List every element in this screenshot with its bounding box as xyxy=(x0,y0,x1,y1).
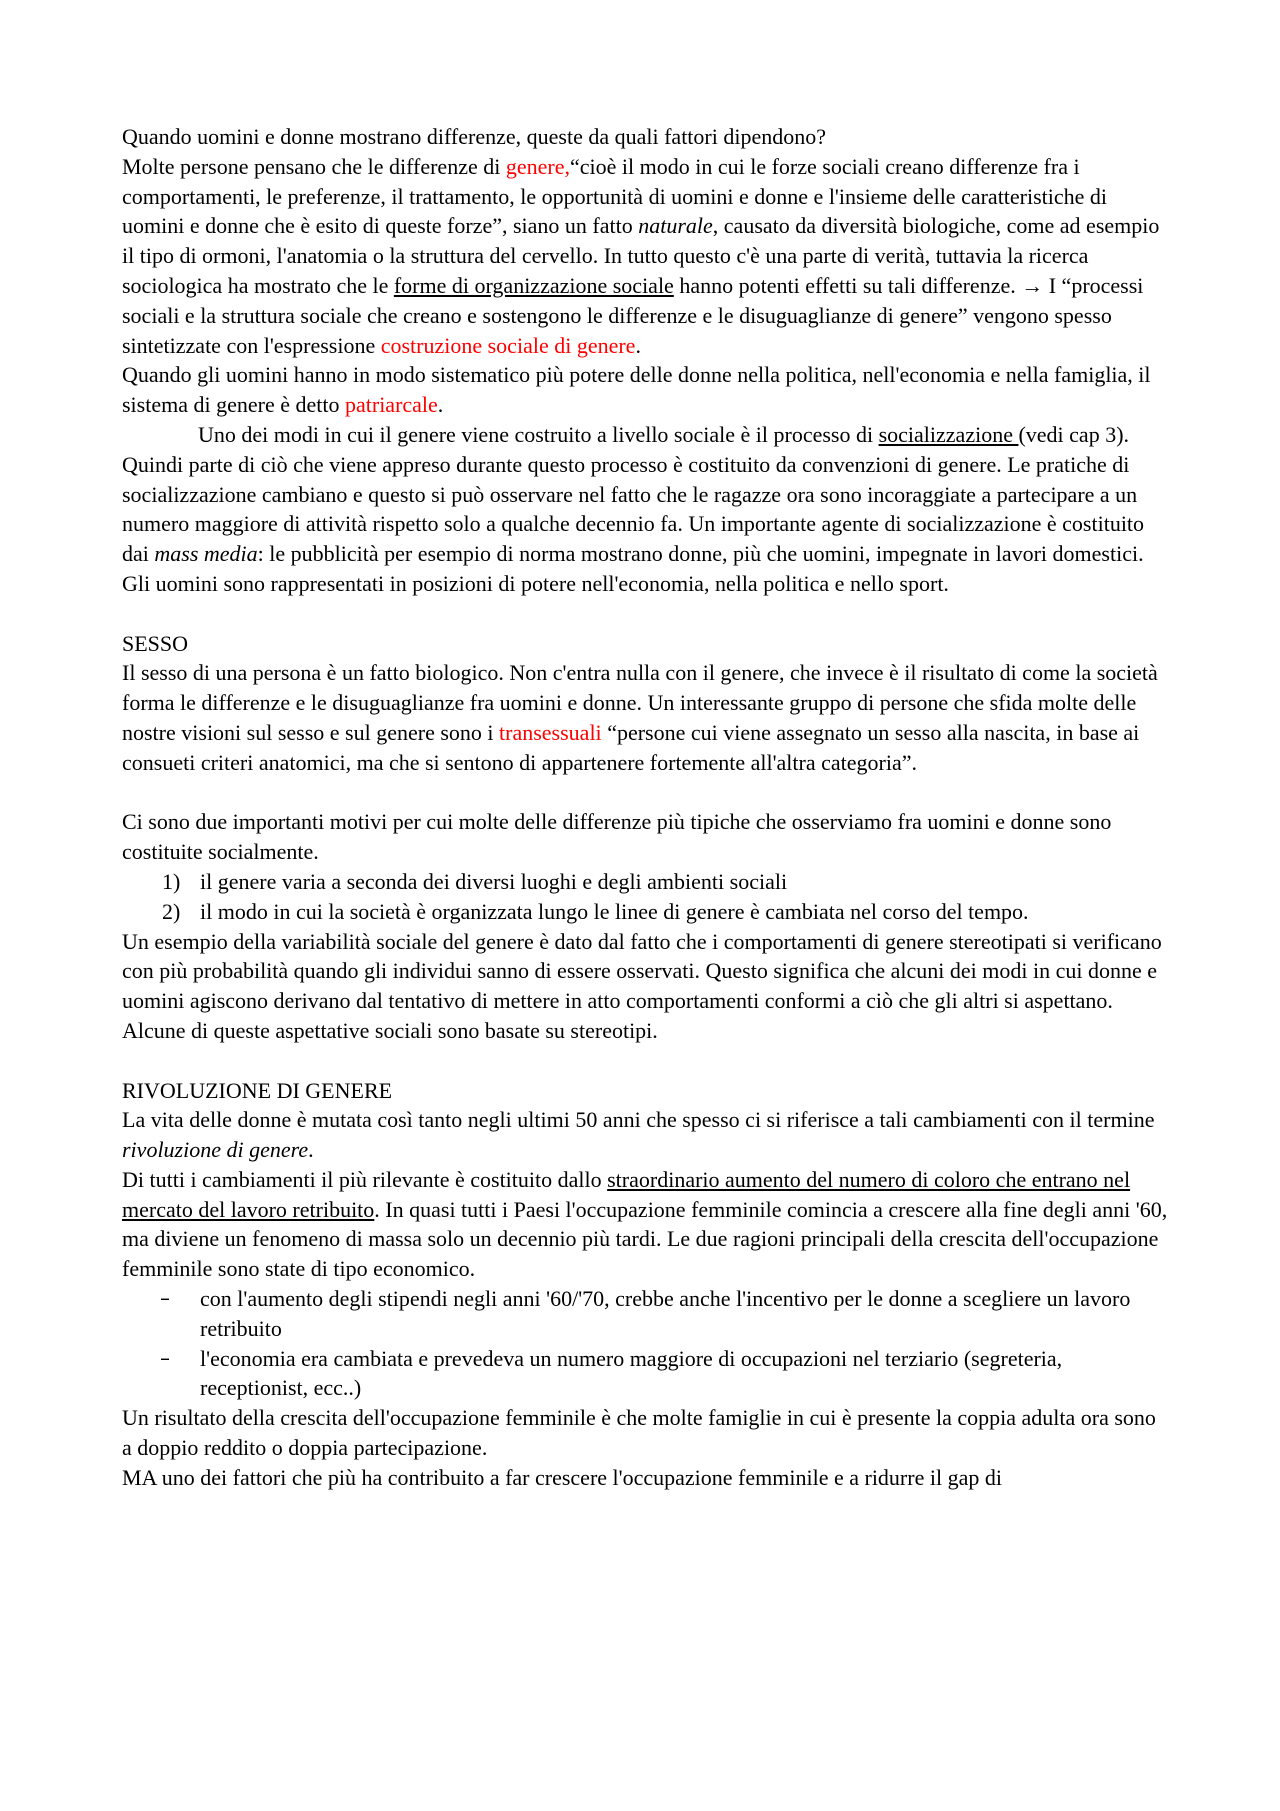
list-item xyxy=(122,867,1170,897)
term-mass-media: mass media xyxy=(154,541,258,567)
numbered-list xyxy=(122,867,1170,927)
list-item-text: il genere varia a seconda dei diversi luoghi e degli ambienti sociali xyxy=(200,868,788,894)
text-run: hanno potenti effetti su tali differenze. → I “processi sociali e la struttura sociale che creano e sostengono le differenze e le disuguaglianze di genere” vengono spesso sintetizzate con l'espressione xyxy=(122,272,1144,358)
paragraph-motivi: Ci sono due importanti motivi per cui molte delle differenze più tipiche che osserviamo fra uomini e donne sono costituite socialmente. xyxy=(122,809,1112,865)
text-run: . xyxy=(635,332,641,358)
paragraph-socializzazione xyxy=(122,420,1170,599)
spacer xyxy=(122,778,1170,808)
list-item-text: il modo in cui la società è organizzata lungo le linee di genere è cambiata nel corso del tempo. xyxy=(200,898,1029,924)
paragraph-rivoluzione xyxy=(122,1105,1170,1165)
text-run: Di tutti i cambiamenti il più rilevante è costituito dallo xyxy=(122,1166,608,1192)
text-run: Uno dei modi in cui il genere viene costruito a livello sociale è il processo di xyxy=(198,421,879,447)
text-run: “persone cui viene assegnato un sesso alla nascita, in base ai consueti criteri anatomici, ma che si sentono di appartenere fortemente all'altra categoria”. xyxy=(122,719,1140,775)
paragraph-fattori: MA uno dei fattori che più ha contribuito a far crescere l'occupazione femminile e a ridurre il gap di xyxy=(122,1464,1002,1490)
dash-list xyxy=(122,1284,1170,1403)
list-marker: 1) xyxy=(162,868,181,894)
text-run: Quando gli uomini hanno in modo sistematico più potere delle donne nella politica, nell'economia e nella famiglia, il sistema di genere è detto xyxy=(122,362,1151,418)
term-rivoluzione-di-genere: rivoluzione di genere xyxy=(122,1137,309,1163)
term-transessuali: transessuali xyxy=(499,719,602,745)
list-marker: 2) xyxy=(162,898,181,924)
paragraph-sesso xyxy=(122,658,1170,777)
paragraph-variabilita: Un esempio della variabilità sociale del genere è dato dal fatto che i comportamenti di genere stereotipati si verificano con più probabilità quando gli individui sanno di essere osservati. Questo significa che alcuni dei modi in cui donne e uomini agiscono derivano dal tentativo di mettere in atto comportamenti conformi a ciò che gli altri si aspettano. Alcune di queste aspettative sociali sono basate su stereotipi. xyxy=(122,928,1162,1043)
text-run: , causato da diversità biologiche, come ad esempio il tipo di ormoni, l'anatomia o la struttura del cervello. In tutto questo c'è una parte di verità, tuttavia la ricerca sociologica ha mostrato che le xyxy=(122,213,1160,298)
term-patriarcale: patriarcale xyxy=(344,392,438,418)
paragraph-gender-definition xyxy=(122,152,1170,361)
heading-sesso: SESSO xyxy=(122,630,189,656)
list-item xyxy=(122,897,1170,927)
paragraph-mercato-lavoro xyxy=(122,1165,1170,1284)
text-run: . In quasi tutti i Paesi l'occupazione femminile comincia a crescere alla fine degli anni '60, ma diviene un fenomeno di massa solo un decennio più tardi. Le due ragioni principali della crescita dell'occupazione femminile sono state di tipo economico. xyxy=(122,1196,1168,1282)
list-item xyxy=(122,1284,1170,1344)
text-run: . xyxy=(437,392,444,418)
paragraph-patriarcale xyxy=(122,360,1170,420)
list-item-text: con l'aumento degli stipendi negli anni '60/'70, crebbe anche l'incentivo per le donne a scegliere un lavoro retribuito xyxy=(200,1286,1131,1341)
term-naturale: naturale xyxy=(638,213,713,239)
list-marker: – xyxy=(160,1286,170,1311)
spacer xyxy=(122,599,1170,629)
text-run: Molte persone pensano che le differenze di xyxy=(122,153,506,179)
list-marker: – xyxy=(160,1345,170,1370)
spacer xyxy=(122,1046,1170,1076)
underlined-organizzazione-sociale: forme di organizzazione sociale xyxy=(393,272,674,298)
text-run: : le pubblicità per esempio di norma mostrano donne, più che uomini, impegnate in lavori domestici. Gli uomini sono rappresentati in posizioni di potere nell'economia, nella politica e nello sport. xyxy=(122,541,1144,596)
underlined-socializzazione: socializzazione xyxy=(878,421,1019,447)
underlined-aumento-lavoro: straordinario aumento del numero di coloro che entrano nel mercato del lavoro retribuito xyxy=(122,1166,1131,1222)
text-run: Il sesso di una persona è un fatto biologico. Non c'entra nulla con il genere, che invece è il risultato di come la società forma le differenze e le disuguaglianze fra uomini e donne. Un interessante gruppo di persone che sfida molte delle nostre visioni sul sesso e sul genere sono i xyxy=(122,660,1158,745)
list-item xyxy=(122,1344,1170,1404)
text-run: La vita delle donne è mutata così tanto negli ultimi 50 anni che spesso ci si riferisce a tali cambiamenti con il termine xyxy=(122,1107,1155,1133)
term-costruzione-sociale: costruzione sociale di genere xyxy=(380,332,636,358)
paragraph-doppio-reddito: Un risultato della crescita dell'occupazione femminile è che molte famiglie in cui è presente la coppia adulta ora sono a doppio reddito o doppia partecipazione. xyxy=(122,1405,1156,1461)
paragraph-question: Quando uomini e donne mostrano differenze, queste da quali fattori dipendono? xyxy=(122,124,826,149)
term-genere: genere, xyxy=(505,153,570,179)
text-run: (vedi cap 3). Quindi parte di ciò che viene appreso durante questo processo è costituito da convenzioni di genere. Le pratiche di socializzazione cambiano e questo si può osservare nel fatto che le ragazze ora sono incoraggiate a partecipare a un numero maggiore di attività rispetto solo a qualche decennio fa. Un importante agente di socializzazione è costituito dai xyxy=(122,421,1145,567)
list-item-text: l'economia era cambiata e prevedeva un numero maggiore di occupazioni nel terziario (segreteria, receptionist, ecc..) xyxy=(200,1345,1063,1401)
text-run: “cioè il modo in cui le forze sociali creano differenze fra i comportamenti, le preferenze, il trattamento, le opportunità di uomini e donne e l'insieme delle caratteristiche di uomini e donne che è esito di queste forze”, siano un fatto xyxy=(122,153,1108,239)
heading-rivoluzione-di-genere: RIVOLUZIONE DI GENERE xyxy=(122,1077,393,1103)
text-run: . xyxy=(308,1137,314,1163)
